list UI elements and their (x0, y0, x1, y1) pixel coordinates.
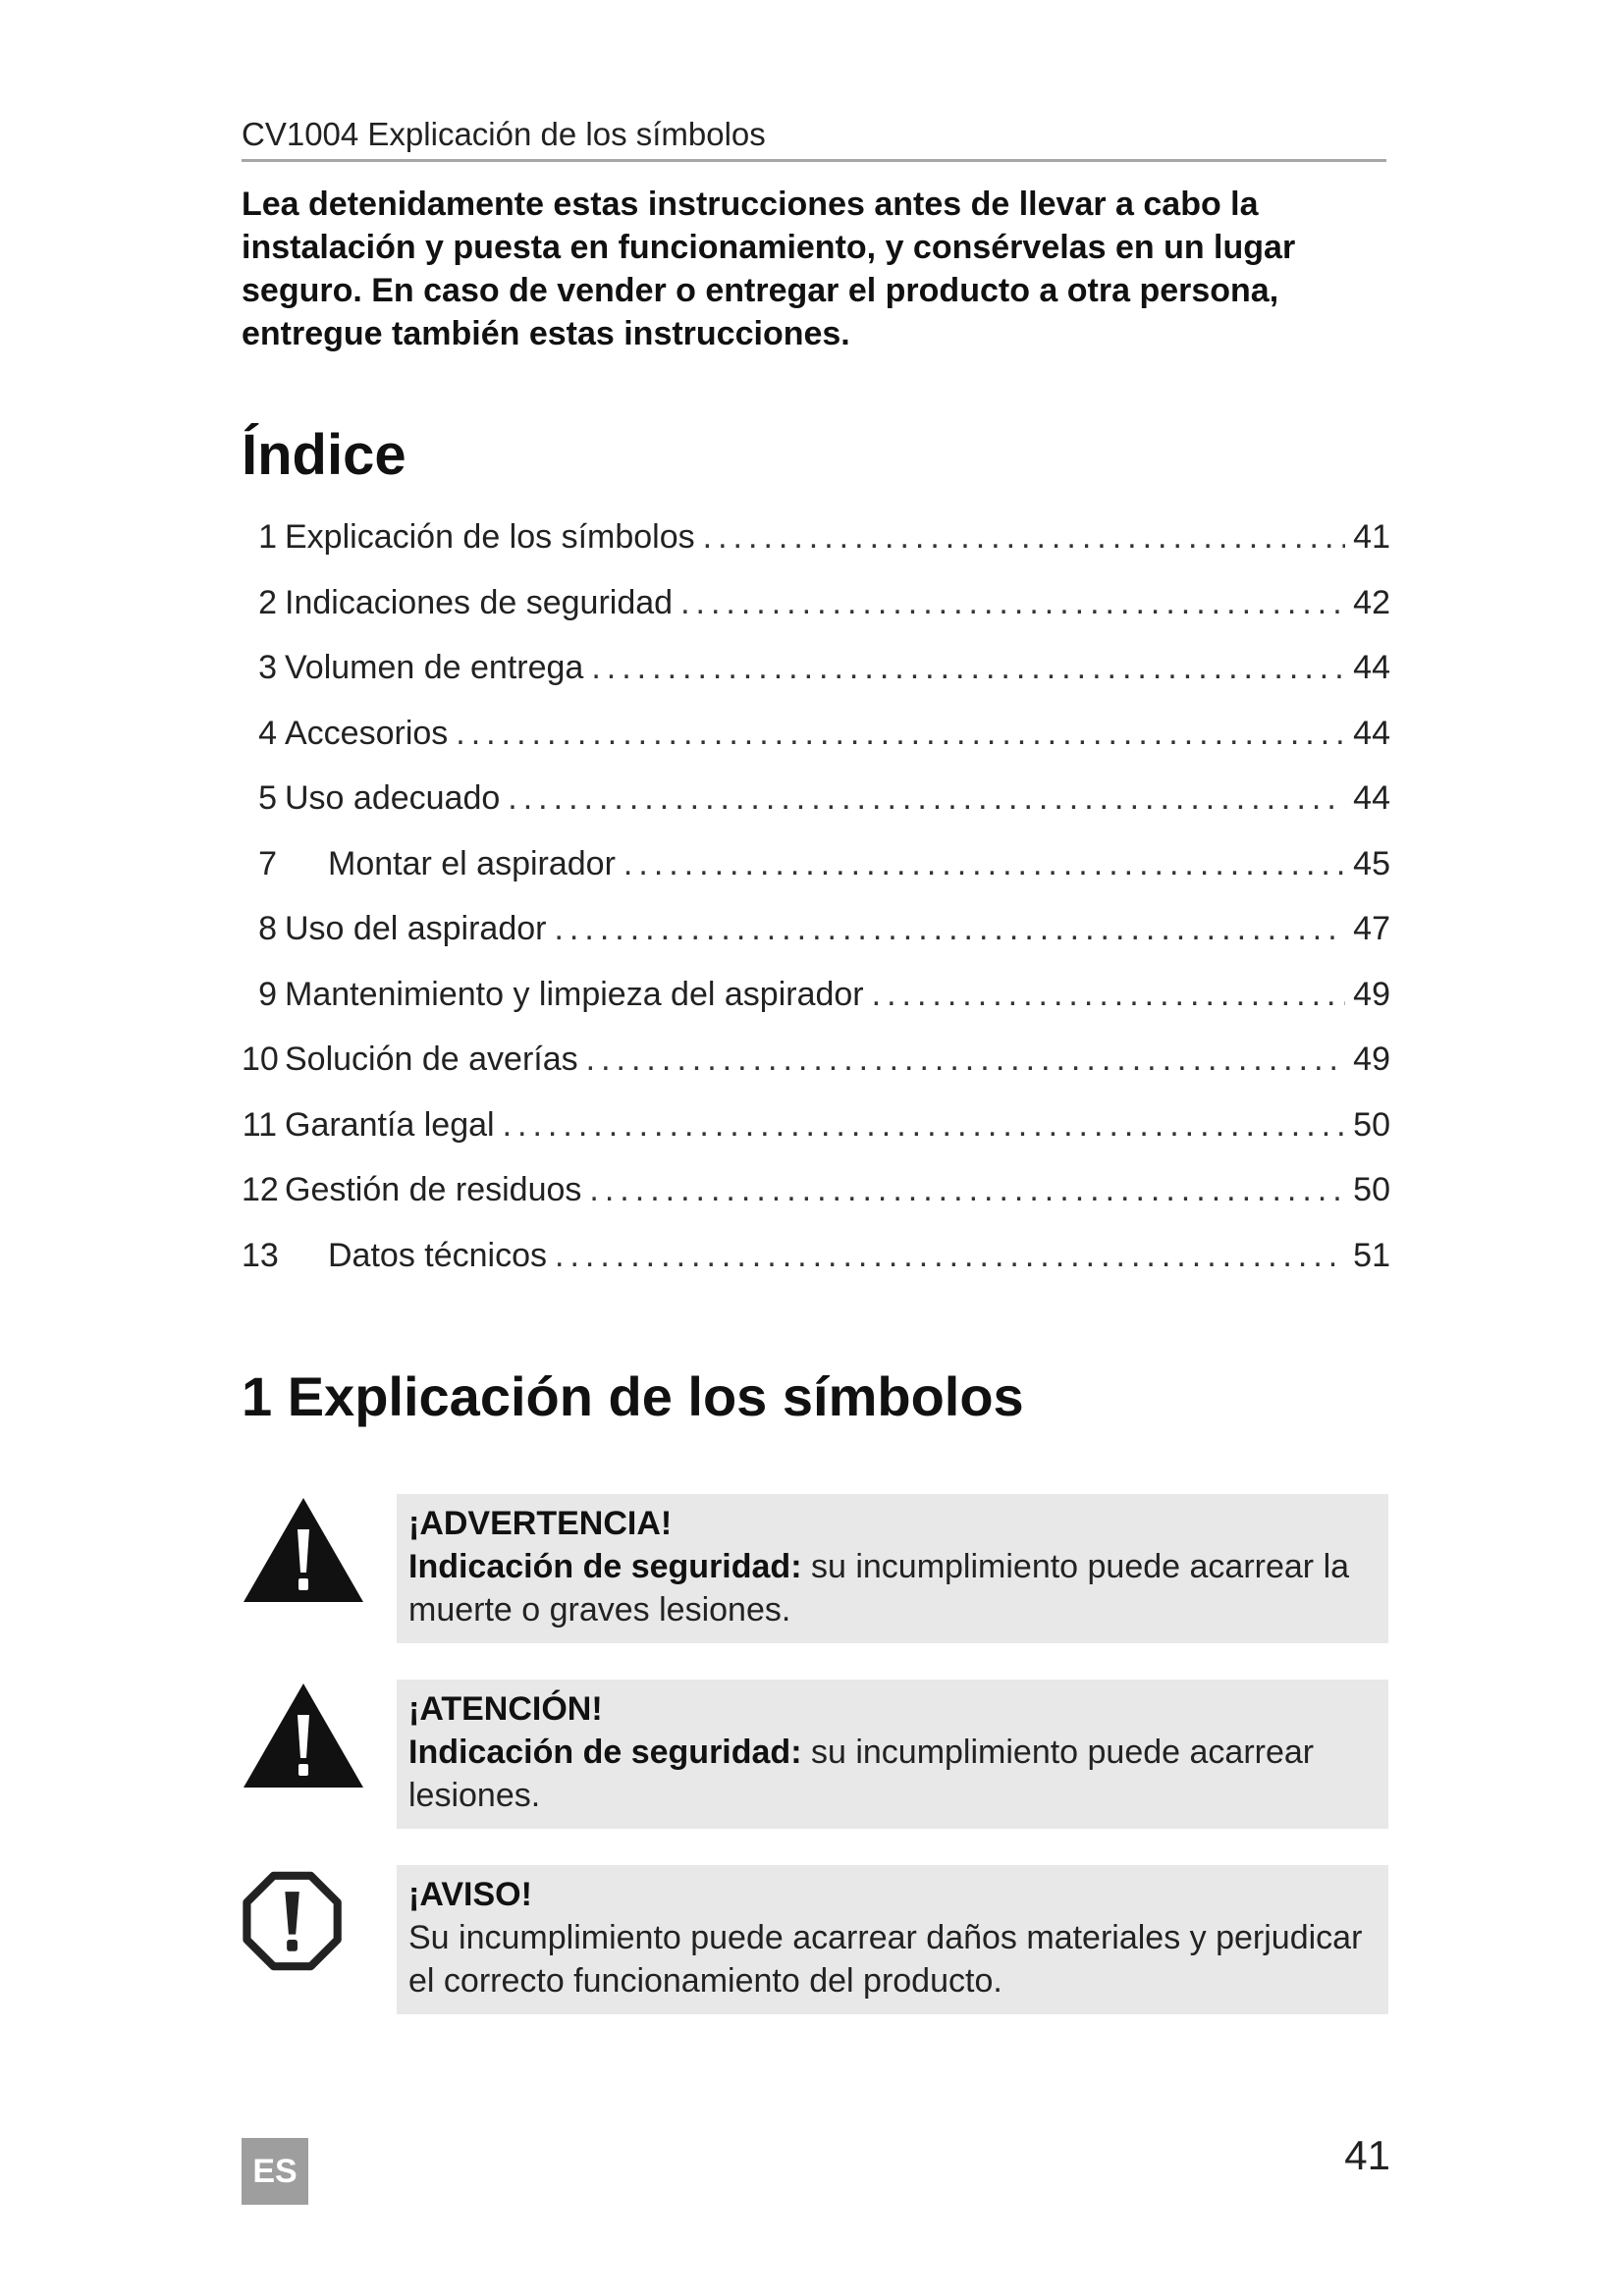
toc-entry[interactable] (242, 910, 1390, 976)
toc-entry-label: Garantía legal (285, 1105, 495, 1144)
toc-entry[interactable] (242, 584, 1390, 650)
toc-leader-dots (554, 910, 1345, 948)
toc-entry-label: Indicaciones de seguridad (285, 583, 674, 621)
intro-paragraph: Lea detenidamente estas instrucciones antes de llevar a cabo la instalación y puesta en funcionamiento, y consérvelas en un lugar seguro. En caso de vender o entregar el producto a otra persona, entregue también estas instrucciones. (242, 186, 1296, 352)
notice-box (397, 1494, 1388, 1643)
toc-entry-number: 3 (258, 649, 277, 686)
toc-entry-label: Uso del aspirador (285, 910, 547, 947)
toc-entry-page: 47 (1353, 910, 1390, 947)
toc-entry-number: 2 (258, 583, 277, 621)
toc-entry-label: Explicación de los símbolos (285, 518, 695, 556)
toc-entry-page: 50 (1353, 1105, 1390, 1144)
warning-triangle-icon (242, 1494, 365, 1606)
toc-entry-number: 7 (258, 844, 277, 882)
notice-text: su incumplimiento puede acarrear la muerte o graves lesiones. (408, 1548, 1350, 1629)
notice-box (397, 1680, 1388, 1829)
toc-entry-label: Montar el aspirador (328, 844, 616, 882)
notice-lead: Indicación de seguridad: (408, 1548, 802, 1585)
toc-entry[interactable] (242, 1237, 1390, 1303)
octagon-exclamation-icon (242, 1865, 353, 1977)
toc-entry-page: 41 (1353, 518, 1390, 556)
toc-entry-page: 49 (1353, 1041, 1390, 1078)
language-badge: ES (242, 2138, 308, 2205)
toc-entry-page: 50 (1353, 1171, 1390, 1208)
toc-leader-dots (503, 1106, 1346, 1145)
notice-caution (242, 1680, 1390, 1829)
toc-leader-dots (456, 715, 1345, 753)
toc-entry-number: 5 (258, 779, 277, 817)
notice-title: ¡ADVERTENCIA! (408, 1505, 673, 1542)
toc-entry-number: 4 (258, 714, 277, 752)
toc-entry[interactable] (242, 1171, 1390, 1237)
notice-title: ¡AVISO! (408, 1876, 532, 1913)
page-number: 41 (1344, 2132, 1390, 2178)
toc-entry-label: Volumen de entrega (285, 649, 584, 686)
notice-notice (242, 1865, 1390, 2014)
toc-entry[interactable] (242, 1106, 1390, 1172)
toc-leader-dots (555, 1237, 1345, 1275)
notice-box (397, 1865, 1388, 2014)
toc-leader-dots (680, 584, 1345, 622)
toc-entry-number: 12 (242, 1171, 279, 1208)
toc-entry-label: Solución de averías (285, 1041, 578, 1078)
toc-entry-number: 13 (242, 1236, 279, 1274)
toc-leader-dots (872, 976, 1346, 1014)
notice-lead: Indicación de seguridad: (408, 1734, 802, 1771)
toc-entry-page: 45 (1353, 844, 1390, 882)
toc-entry[interactable] (242, 779, 1390, 845)
toc-entry-number: 1 (258, 518, 277, 556)
toc-entry-label: Datos técnicos (328, 1236, 547, 1274)
notice-text: Su incumplimiento puede acarrear daños materiales y perjudicar el correcto funcionamiento del producto. (408, 1919, 1363, 2000)
table-of-contents (242, 518, 1390, 1302)
toc-entry-label: Uso adecuado (285, 779, 501, 817)
toc-entry-page: 44 (1353, 714, 1390, 752)
toc-entry-page: 44 (1353, 649, 1390, 686)
running-header: CV1004 Explicación de los símbolos (242, 116, 1386, 162)
toc-entry[interactable] (242, 976, 1390, 1041)
toc-leader-dots (589, 1171, 1345, 1209)
toc-entry-page: 44 (1353, 779, 1390, 817)
toc-entry[interactable] (242, 518, 1390, 584)
toc-entry[interactable] (242, 715, 1390, 780)
toc-entry[interactable] (242, 649, 1390, 715)
toc-entry-number: 9 (258, 975, 277, 1013)
toc-leader-dots (508, 779, 1345, 818)
toc-leader-dots (591, 649, 1345, 687)
notice-text: su incumplimiento puede acarrear lesiones. (408, 1734, 1315, 1814)
toc-entry-number: 8 (258, 910, 277, 947)
toc-entry-page: 51 (1353, 1236, 1390, 1274)
toc-leader-dots (623, 845, 1345, 883)
warning-triangle-icon (242, 1680, 365, 1791)
toc-entry-label: Gestión de residuos (285, 1171, 582, 1208)
toc-entry[interactable] (242, 845, 1390, 911)
toc-entry-label: Accesorios (285, 714, 449, 752)
toc-entry-page: 42 (1353, 583, 1390, 621)
toc-entry-number: 11 (242, 1105, 277, 1144)
toc-entry-number: 10 (242, 1041, 279, 1078)
notice-warning (242, 1494, 1390, 1643)
toc-entry-label: Mantenimiento y limpieza del aspirador (285, 975, 864, 1013)
toc-entry[interactable] (242, 1041, 1390, 1106)
toc-entry-page: 49 (1353, 975, 1390, 1013)
toc-title: Índice (242, 423, 406, 487)
notice-title: ¡ATENCIÓN! (408, 1690, 603, 1728)
section-heading: 1 Explicación de los símbolos (242, 1365, 1024, 1427)
toc-leader-dots (586, 1041, 1346, 1079)
toc-leader-dots (703, 518, 1346, 557)
